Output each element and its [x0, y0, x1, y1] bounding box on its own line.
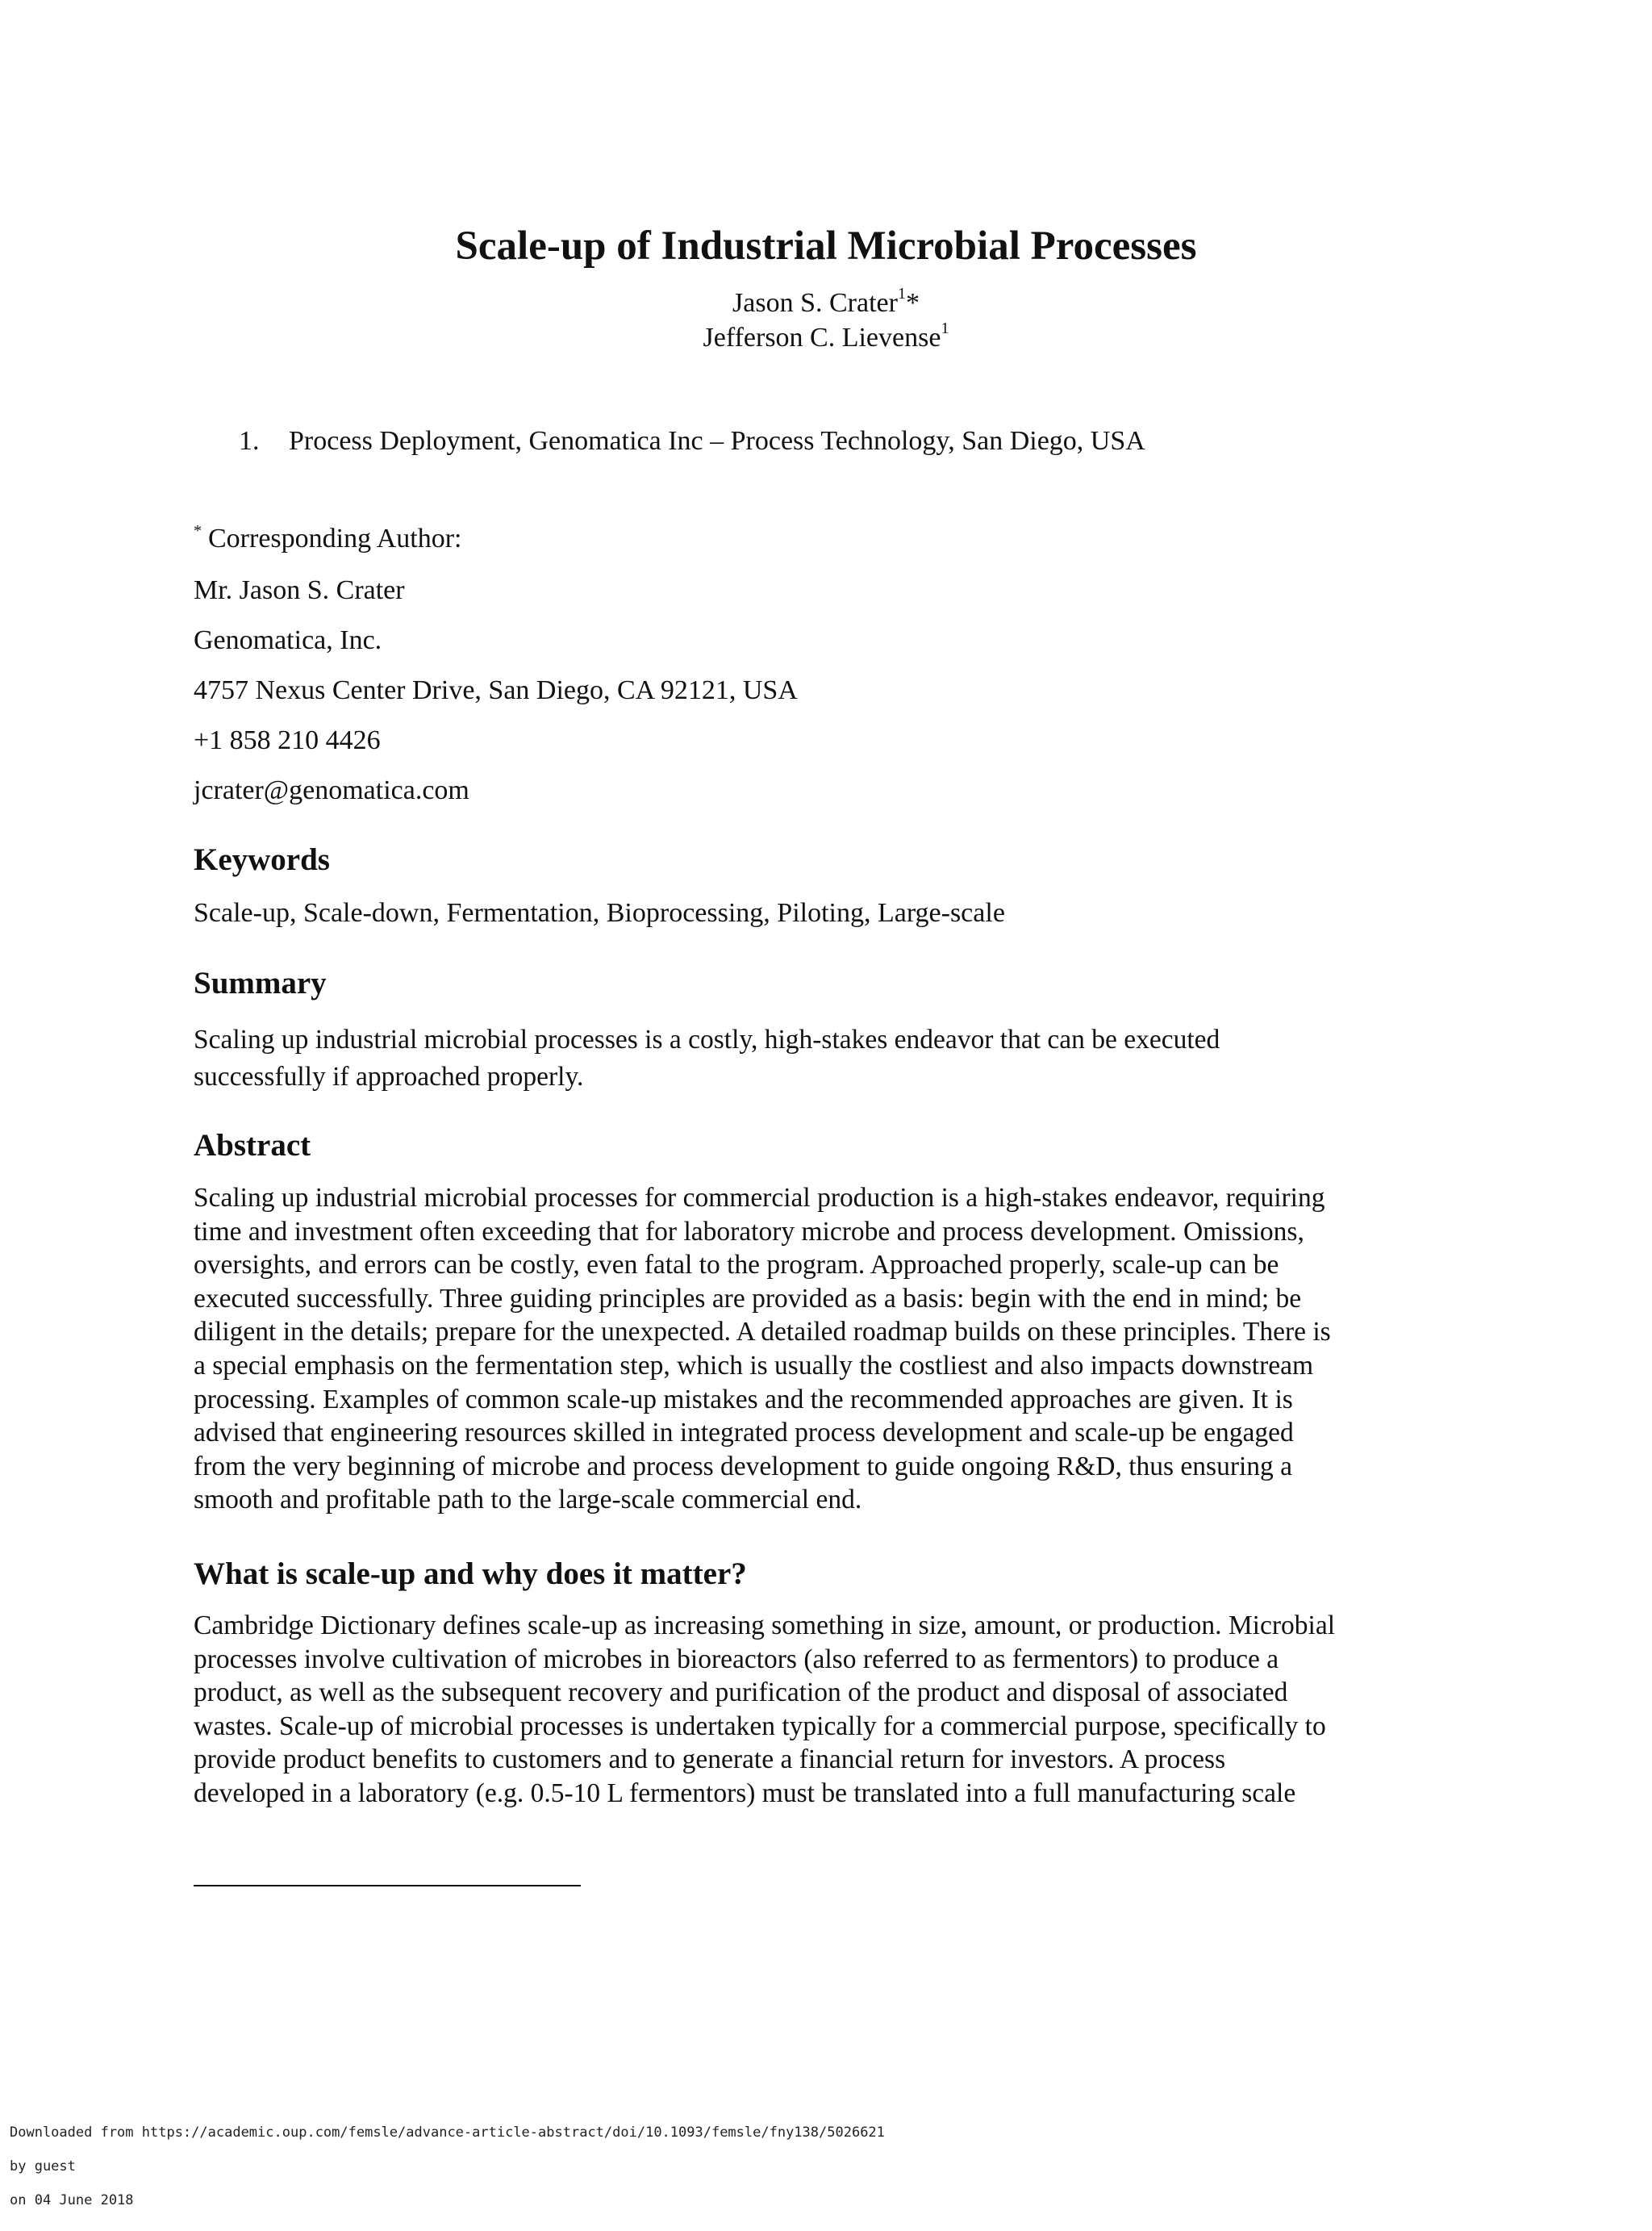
author-line: [0, 322, 1652, 355]
affiliation-number: 1.: [239, 426, 260, 456]
summary-heading: Summary: [194, 966, 327, 1001]
corresponding-marker: *: [194, 522, 202, 540]
abstract-line: processing. Examples of common scale-up mistakes and the recommended approaches are given. It is: [194, 1384, 1293, 1414]
abstract-line: oversights, and errors can be costly, even fatal to the program. Approached properly, scale-up can be: [194, 1250, 1279, 1281]
abstract-line: smooth and profitable path to the large-scale commercial end.: [194, 1485, 862, 1515]
corresponding-name: Mr. Jason S. Crater: [194, 575, 405, 605]
download-notice-line: Downloaded from https://academic.oup.com/femsle/advance-article-abstract/doi/10.1093/femsle/fny138/5026621: [10, 2124, 885, 2141]
section-line: wastes. Scale-up of microbial processes is undertaken typically for a commercial purpose, specifically to: [194, 1711, 1326, 1741]
section-paragraph: [194, 1609, 1468, 1811]
affiliation-text: Process Deployment, Genomatica Inc – Process Technology, San Diego, USA: [289, 426, 1145, 456]
abstract-line: diligent in the details; prepare for the unexpected. A detailed roadmap builds on these principles. There is: [194, 1317, 1331, 1347]
section-line: product, as well as the subsequent recovery and purification of the product and disposal of associated: [194, 1677, 1288, 1708]
section-line: developed in a laboratory (e.g. 0.5-10 L fermentors) must be translated into a full manufacturing scale: [194, 1778, 1296, 1808]
corresponding-phone: +1 858 210 4426: [194, 725, 381, 755]
author-name: Jefferson C. Lievense: [703, 323, 941, 353]
corresponding-company: Genomatica, Inc.: [194, 625, 382, 655]
corresponding-mark: *: [905, 288, 920, 318]
summary-line: successfully if approached properly.: [194, 1062, 584, 1092]
author-name: Jason S. Crater: [732, 288, 898, 318]
author-line: [0, 287, 1652, 320]
paper-title: Scale-up of Industrial Microbial Processes: [455, 224, 1197, 269]
abstract-line: a special emphasis on the fermentation step, which is usually the costliest and also impacts downstream: [194, 1350, 1314, 1381]
section-line: processes involve cultivation of microbes in bioreactors (also referred to as fermentors) to produce a: [194, 1644, 1279, 1674]
affiliation: [239, 425, 1145, 458]
abstract-heading: Abstract: [194, 1128, 311, 1163]
keywords-text: Scale-up, Scale-down, Fermentation, Bioprocessing, Piloting, Large-scale: [194, 898, 1005, 928]
summary-line: Scaling up industrial microbial processes is a costly, high-stakes endeavor that can be executed: [194, 1025, 1220, 1055]
section-line: provide product benefits to customers and to generate a financial return for investors. A process: [194, 1744, 1226, 1775]
corresponding-author-label: * Corresponding Author:: [194, 522, 462, 554]
abstract-line: Scaling up industrial microbial processes for commercial production is a high-stakes endeavor, requiring: [194, 1183, 1325, 1213]
section-heading: What is scale-up and why does it matter?: [194, 1556, 747, 1591]
abstract-line: from the very beginning of microbe and process development to guide ongoing R&D, thus ensuring a: [194, 1451, 1293, 1481]
corresponding-email: jcrater@genomatica.com: [194, 775, 469, 805]
download-notice-line: on 04 June 2018: [10, 2192, 134, 2208]
corresponding-address: 4757 Nexus Center Drive, San Diego, CA 92121, USA: [194, 675, 798, 705]
abstract-line: time and investment often exceeding that for laboratory microbe and process development. Omissions,: [194, 1216, 1304, 1247]
abstract-line: executed successfully. Three guiding principles are provided as a basis: begin with the end in mind; be: [194, 1283, 1302, 1314]
section-line: Cambridge Dictionary defines scale-up as increasing something in size, amount, or production. Microbial: [194, 1611, 1335, 1640]
abstract-paragraph: [194, 1181, 1468, 1517]
summary-paragraph: [194, 1021, 1468, 1096]
author-affiliation-sup: 1: [897, 285, 906, 303]
footnote-divider: [194, 1885, 581, 1886]
keywords-heading: Keywords: [194, 842, 330, 877]
download-notice: [10, 2104, 885, 2229]
author-affiliation-sup: 1: [941, 320, 949, 337]
download-notice-line: by guest: [10, 2158, 76, 2175]
abstract-line: advised that engineering resources skilled in integrated process development and scale-up be engaged: [194, 1418, 1294, 1448]
